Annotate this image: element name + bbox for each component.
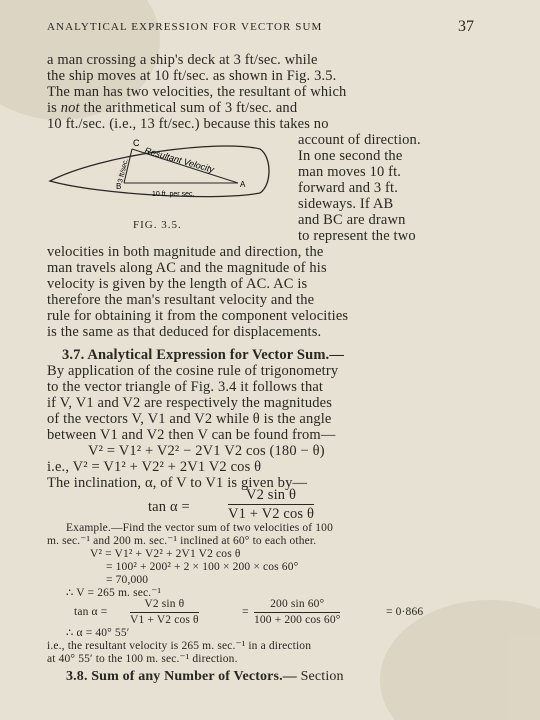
text-line: forward and 3 ft. <box>298 180 398 196</box>
equation-lhs: tan α = <box>148 499 190 515</box>
text-line: 10 ft./sec. (i.e., 13 ft/sec.) because this takes no <box>47 116 329 132</box>
example-text: Example.—Find the vector sum of two velocities of 100 <box>66 522 333 534</box>
equation: i.e., V² = V1² + V2² + 2V1 V2 cos θ <box>47 459 262 475</box>
example-line: at 40° 55′ to the 100 m. sec.⁻¹ direction. <box>47 653 238 665</box>
text-line: rule for obtaining it from the component velocities <box>47 308 349 324</box>
text-line: By application of the cosine rule of trigonometry <box>47 363 339 379</box>
example-line: m. sec.⁻¹ and 200 m. sec.⁻¹ inclined at 60° to each other. <box>47 535 317 547</box>
text-line: In one second the <box>298 148 403 164</box>
text-line: sideways. If AB <box>298 196 394 212</box>
text-line: to the vector triangle of Fig. 3.4 it follows that <box>47 379 324 395</box>
text-line: velocity is given by the length of AC. AC is <box>47 276 308 292</box>
result-value: = 0·866 <box>386 606 424 618</box>
section-text: Section <box>300 669 344 684</box>
text-line: is the same as that deduced for displacements. <box>47 324 322 340</box>
section-heading: 3.7. Analytical Expression for Vector Sum.— <box>62 347 344 363</box>
equation: V² = V1² + V2² − 2V1 V2 cos (180 − θ) <box>88 443 325 459</box>
example-equation: = 70,000 <box>106 574 149 586</box>
example-equation: ∴ α = 40° 55′ <box>66 627 130 639</box>
page-number: 37 <box>458 18 474 35</box>
fraction-denominator: V1 + V2 cos θ <box>228 506 315 522</box>
fraction-numerator: 200 sin 60° <box>254 598 340 613</box>
section-title: 3.8. Sum of any Number of Vectors.— <box>66 669 297 684</box>
equals-sign: = <box>242 606 249 618</box>
text-line: if V, V1 and V2 are respectively the magnitudes <box>47 395 333 411</box>
example-equation: V² = V1² + V2² + 2V1 V2 cos θ <box>90 548 241 560</box>
text-line: between V1 and V2 then V can be found from— <box>47 427 336 443</box>
fraction-denominator: V1 + V2 cos θ <box>130 614 199 626</box>
text-line: therefore the man's resultant velocity and the <box>47 292 315 308</box>
figure-caption: FIG. 3.5. <box>133 219 182 231</box>
label-c: C <box>133 138 140 148</box>
fraction <box>228 487 314 522</box>
text-line: a man crossing a ship's deck at 3 ft/sec. while <box>47 52 318 68</box>
label-3ft: 3 ft/sec. <box>117 158 130 184</box>
text-line: man travels along AC and the magnitude of his <box>47 260 327 276</box>
example-equation: ∴ V = 265 m. sec.⁻¹ <box>66 587 162 599</box>
text-line: of the vectors V, V1 and V2 while θ is the angle <box>47 411 332 427</box>
example-line: i.e., the resultant velocity is 265 m. sec.⁻¹ in a direction <box>47 640 312 652</box>
text-line: velocities in both magnitude and direction, the <box>47 244 324 260</box>
label-10ft: 10 ft. per sec. <box>152 191 195 198</box>
ship-velocity-figure <box>40 135 280 205</box>
fraction-denominator: 100 + 200 cos 60° <box>254 614 341 626</box>
text-line: man moves 10 ft. <box>298 164 402 180</box>
example-equation: = 100² + 200² + 2 × 100 × 200 × cos 60° <box>106 561 299 573</box>
section-heading <box>66 669 344 685</box>
equation-lhs: tan α = <box>74 606 108 618</box>
fraction-numerator: V2 sin θ <box>130 598 199 613</box>
text-line: to represent the two <box>298 228 416 244</box>
fraction-numerator: V2 sin θ <box>228 487 314 505</box>
text-line: The man has two velocities, the resultant of which <box>47 84 347 100</box>
emphasis-text: not <box>60 100 80 116</box>
text-run: the arithmetical sum of 3 ft/sec. and <box>79 100 298 116</box>
text-line: The inclination, α, of V to V1 is given by— <box>47 475 308 491</box>
label-resultant: Resultant Velocity <box>143 145 216 175</box>
text-line: account of direction. <box>298 132 421 148</box>
running-head: ANALYTICAL EXPRESSION FOR VECTOR SUM <box>47 21 323 33</box>
text-run: is <box>47 100 61 116</box>
text-line <box>47 100 297 116</box>
text-line: and BC are drawn <box>298 212 406 228</box>
fraction <box>130 598 199 627</box>
fraction <box>254 598 340 627</box>
text-line: the ship moves at 10 ft/sec. as shown in Fig. 3.5. <box>47 68 337 84</box>
example-line <box>66 522 333 535</box>
label-b: B <box>116 182 122 191</box>
label-a: A <box>240 180 246 189</box>
